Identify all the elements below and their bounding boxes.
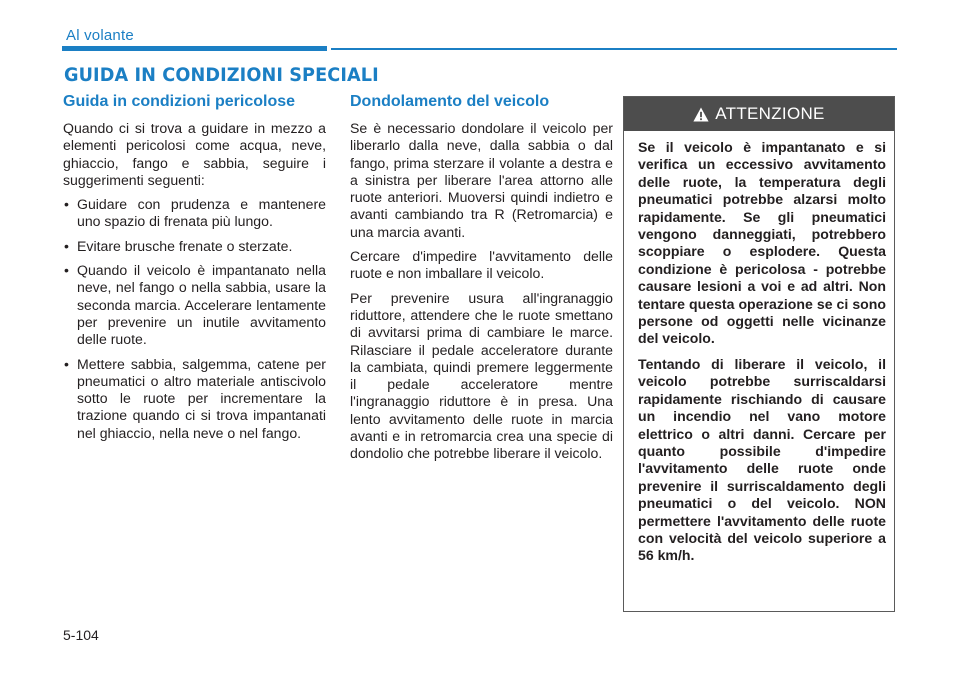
bullet-icon: • [64, 262, 69, 279]
heading-rocking-vehicle: Dondolamento del veicolo [350, 93, 550, 110]
list-item-text: Quando il veicolo è impantanato nella neve, nel fango o nella sabbia, usare la seconda marcia. Accelerare lentamente per prevenire un inutile avvitamento delle ruote. [77, 262, 326, 348]
list-item-text: Evitare brusche frenate o sterzate. [77, 237, 293, 254]
warning-title: ATTENZIONE [715, 104, 825, 123]
list-item [63, 356, 326, 442]
warning-paragraph: Tentando di liberare il veicolo, il veicolo potrebbe surriscaldarsi rapidamente rischiando di causare un incendio nel vano motore elettrico o altri danni. Cercare per quanto possibile d'impedire l'avvitamento delle ruote onde prevenire il surriscaldamento degli pneumatici o del veicolo. NON permettere l'avvitamento delle ruote con velocità del veicolo superiore a 56 km/h. [638, 355, 886, 564]
header-rule-thin [331, 48, 897, 50]
paragraph: Se è necessario dondolare il veicolo per liberarlo dalla neve, dalla sabbia o dal fango, prima sterzare il volante a destra e a sinistra per liberare l'area attorno alle ruote anteriori. Muoversi quindi indietro e avanti cambiando tra R (Retromarcia) e una marcia avanti. [350, 120, 613, 240]
section-label: Al volante [66, 27, 134, 44]
column-dangerous-conditions [63, 92, 326, 449]
list-item [63, 262, 326, 348]
bullet-icon: • [64, 196, 69, 213]
warning-box [623, 96, 895, 612]
list-item [63, 238, 326, 255]
bullet-icon: • [64, 237, 69, 254]
list-item-text: Guidare con prudenza e mantenere uno spazio di frenata più lungo. [77, 196, 326, 230]
heading-dangerous-conditions: Guida in condizioni pericolose [63, 93, 296, 110]
page-number: 5-104 [63, 627, 99, 643]
page-title: GUIDA IN CONDIZIONI SPECIALI [64, 64, 379, 86]
warning-header [624, 97, 894, 131]
warning-body [624, 131, 894, 565]
warning-paragraph: Se il veicolo è impantanato e si verifica un eccessivo avvitamento delle ruote, la temperatura degli pneumatici potrebbe alzarsi molto rapidamente. Se gli pneumatici vengono danneggiati, potrebbero scoppiare o esplodere. Questa condizione è pericolosa - potrebbe causare lesioni a voi e ad altri. Non tentare questa operazione se ci sono persone od oggetti nelle vicinanze del veicolo. [638, 139, 886, 347]
header-rule-thick [62, 46, 327, 51]
intro-paragraph: Quando ci si trova a guidare in mezzo a elementi pericolosi come acqua, neve, ghiaccio, fango e sabbia, seguire i suggerimenti seguenti: [63, 120, 326, 188]
warning-triangle-icon [693, 107, 709, 122]
column-rocking-vehicle [350, 92, 613, 470]
paragraph: Cercare d'impedire l'avvitamento delle ruote e non imballare il veicolo. [350, 248, 613, 282]
paragraph: Per prevenire usura all'ingranaggio riduttore, attendere che le ruote smettano di avvitarsi prima di cambiare le marce. Rilasciare il pedale acceleratore durante la cambiata, quindi premere leggermente il pedale acceleratore mentre l'ingranaggio riduttore è in presa. Una lento avvitamento delle ruote in marcia avanti e in retromarcia crea una specie di dondolio che potrebbe liberare il veicolo. [350, 289, 613, 462]
list-item [63, 196, 326, 231]
bullet-icon: • [64, 355, 69, 372]
tips-list [63, 196, 326, 442]
list-item-text: Mettere sabbia, salgemma, catene per pneumatici o altro materiale antiscivolo sotto le ruote per incrementare la trazione quando ci si trova impantanati nel ghiaccio, nella neve o nel fango. [77, 355, 326, 441]
